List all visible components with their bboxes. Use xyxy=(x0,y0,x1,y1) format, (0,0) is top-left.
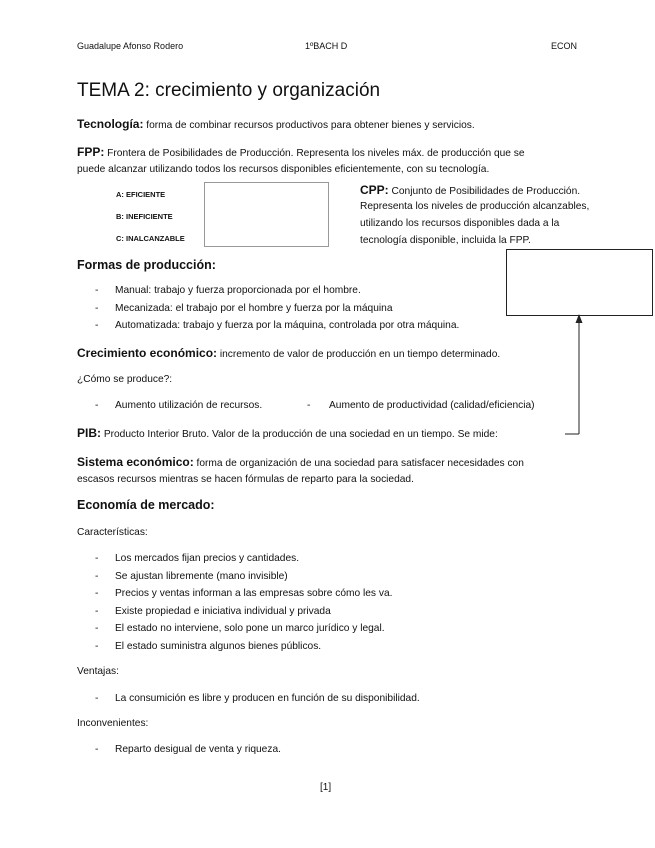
formas-list xyxy=(77,282,459,335)
tecnologia-definition: Tecnología: forma de combinar recursos productivos para obtener bienes y servicios. xyxy=(77,117,475,131)
list-item: - Mecanizada: el trabajo por el hombre y fuerza por la máquina xyxy=(95,302,393,314)
list-item: - Manual: trabajo y fuerza proporcionada por el hombre. xyxy=(95,285,361,296)
cpp-line4: tecnología disponible, incluida la FPP. xyxy=(360,235,531,246)
como-list-2 xyxy=(289,397,535,415)
header-subject: ECON xyxy=(551,41,578,51)
caracteristicas-list xyxy=(77,550,392,655)
fpp-definition: FPP: Frontera de Posibilidades de Producción. Representa los niveles máx. de producción que se xyxy=(77,145,525,159)
list-item: - El estado no interviene, solo pone un marco jurídico y legal. xyxy=(95,623,385,634)
header-author: Guadalupe Afonso Rodero xyxy=(77,41,184,51)
pib-definition: PIB: Producto Interior Bruto. Valor de la producción de una sociedad en un tiempo. Se mide: xyxy=(77,426,498,440)
tecnologia-term: Tecnología: xyxy=(77,117,144,131)
cpp-definition: CPP: Conjunto de Posibilidades de Producción. xyxy=(360,183,581,197)
list-item: - La consumición es libre y producen en función de su disponibilidad. xyxy=(95,693,420,704)
ventajas-label: Ventajas: xyxy=(77,666,119,677)
fpp-graph-placeholder xyxy=(204,182,329,247)
list-item: - El estado suministra algunos bienes públicos. xyxy=(95,640,322,652)
fpp-term: FPP: xyxy=(77,145,105,159)
list-item: - Los mercados fijan precios y cantidades. xyxy=(95,553,300,564)
como-list xyxy=(77,397,262,415)
page-number: [1] xyxy=(320,782,332,793)
list-item: - Reparto desigual de venta y riqueza. xyxy=(95,744,281,755)
list-item: - Aumento utilización de recursos. xyxy=(95,400,263,411)
cpp-line2: Representa los niveles de producción alcanzables, xyxy=(360,201,590,212)
cpp-term: CPP: xyxy=(360,183,389,197)
sistema-term: Sistema económico: xyxy=(77,455,194,469)
list-item: - Precios y ventas informan a las empresas sobre cómo les va. xyxy=(95,588,393,599)
fpp-label-a: A: EFICIENTE xyxy=(116,190,166,199)
list-item: - Automatizada: trabajo y fuerza por la máquina, controlada por otra máquina. xyxy=(95,320,460,331)
cpp-line3: utilizando los recursos disponibles dada a la xyxy=(360,218,560,229)
header-course: 1ºBACH D xyxy=(305,41,348,51)
page-title: TEMA 2: crecimiento y organización xyxy=(77,80,381,101)
caracteristicas-label: Características: xyxy=(77,527,148,538)
fpp-label-b: B: INEFICIENTE xyxy=(116,212,173,221)
crecimiento-term: Crecimiento económico: xyxy=(77,346,218,360)
ventajas-list xyxy=(77,690,420,708)
list-item: - Existe propiedad e iniciativa individual y privada xyxy=(95,605,331,617)
fpp-label-c: C: INALCANZABLE xyxy=(116,234,185,243)
sistema-line2: escasos recursos mientras se hacen fórmulas de reparto para la sociedad. xyxy=(77,474,414,485)
como-question: ¿Cómo se produce?: xyxy=(77,374,173,385)
inconvenientes-label: Inconvenientes: xyxy=(77,718,149,729)
inconvenientes-list xyxy=(77,741,281,759)
pib-term: PIB: xyxy=(77,426,101,440)
formas-heading: Formas de producción: xyxy=(77,258,216,272)
crecimiento-definition: Crecimiento económico: incremento de valor de producción en un tiempo determinado. xyxy=(77,346,501,360)
pib-measure-box xyxy=(506,249,653,316)
connector-arrow-icon xyxy=(560,310,590,440)
sistema-definition: Sistema económico: forma de organización de una sociedad para satisfacer necesidades con xyxy=(77,455,524,469)
mercado-heading: Economía de mercado: xyxy=(77,498,215,512)
fpp-definition-line2: puede alcanzar utilizando todos los recursos disponibles eficientemente, con su tecnología. xyxy=(77,164,490,175)
list-item: - Se ajustan libremente (mano invisible) xyxy=(95,570,288,582)
list-item: - Aumento de productividad (calidad/eficiencia) xyxy=(307,400,535,411)
